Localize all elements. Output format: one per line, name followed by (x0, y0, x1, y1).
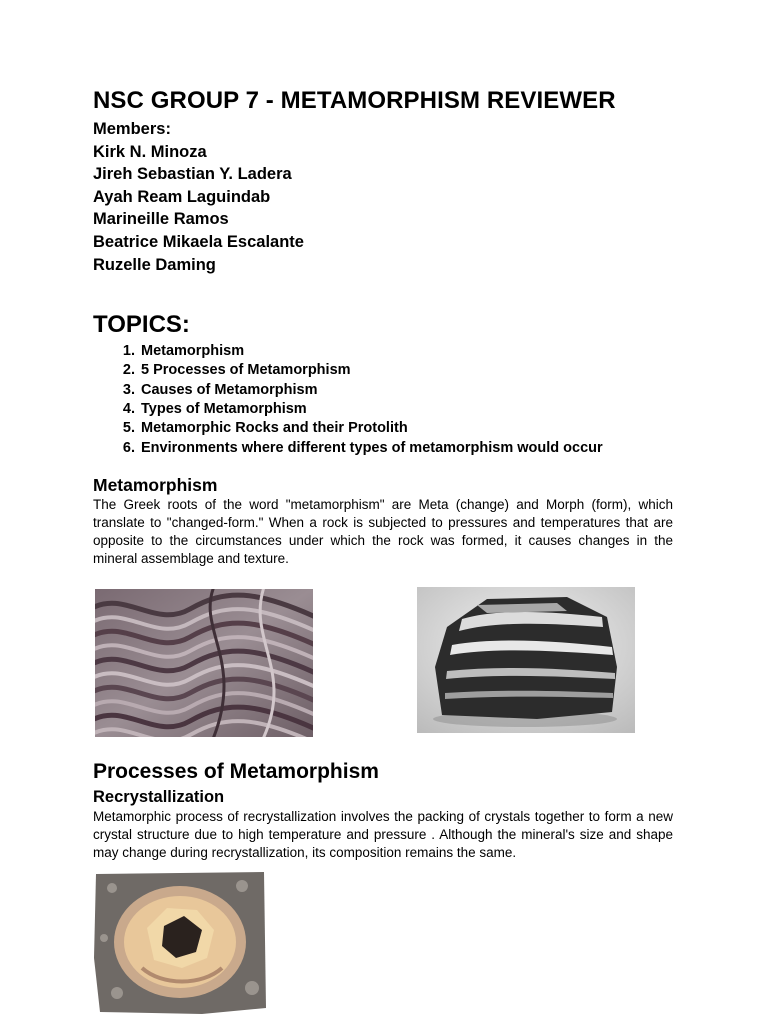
topic-item: 6. Environments where different types of metamorphism would occur (139, 439, 673, 458)
folded-rock-image (95, 589, 313, 737)
member-name: Marineille Ramos (93, 210, 229, 229)
gneiss-rock-image (417, 587, 635, 733)
topic-item: 5. Metamorphic Rocks and their Protolith (139, 419, 673, 438)
member-name: Beatrice Mikaela Escalante (93, 232, 304, 251)
metamorphism-paragraph: The Greek roots of the word "metamorphism" are Meta (change) and Morph (form), which translate to "changed-form." When a rock is subjected to pressures and temperatures that are opposite to the circumstances under which the rock was formed, it causes changes in the mineral assemblage and texture. (93, 496, 673, 566)
crystal-geode-image (92, 868, 268, 1016)
member-name: Kirk N. Minoza (93, 142, 207, 161)
topic-item: 2. 5 Processes of Metamorphism (139, 361, 673, 380)
topics-list (93, 342, 673, 458)
topic-item: 1. Metamorphism (139, 342, 673, 361)
member-name: Ruzelle Daming (93, 255, 216, 274)
rock-images-row (93, 589, 673, 749)
topics-heading: TOPICS: (93, 311, 190, 339)
topic-item: 3. Causes of Metamorphism (139, 381, 673, 400)
recrystallization-heading: Recrystallization (93, 787, 225, 806)
topic-item: 4. Types of Metamorphism (139, 400, 673, 419)
metamorphism-heading: Metamorphism (93, 474, 218, 495)
recrystallization-paragraph: Metamorphic process of recrystallization involves the packing of crystals together to form a new crystal structure due to high temperature and pressure . Although the mineral's size and shape may change during recrystallization, its composition remains the same. (93, 808, 673, 860)
member-name: Jireh Sebastian Y. Ladera (93, 165, 292, 184)
members-list (93, 141, 673, 277)
document-title: NSC GROUP 7 - METAMORPHISM REVIEWER (93, 87, 616, 114)
processes-heading: Processes of Metamorphism (93, 759, 379, 783)
document-page (93, 86, 673, 1016)
member-name: Ayah Ream Laguindab (93, 187, 271, 206)
members-label: Members: (93, 120, 171, 138)
